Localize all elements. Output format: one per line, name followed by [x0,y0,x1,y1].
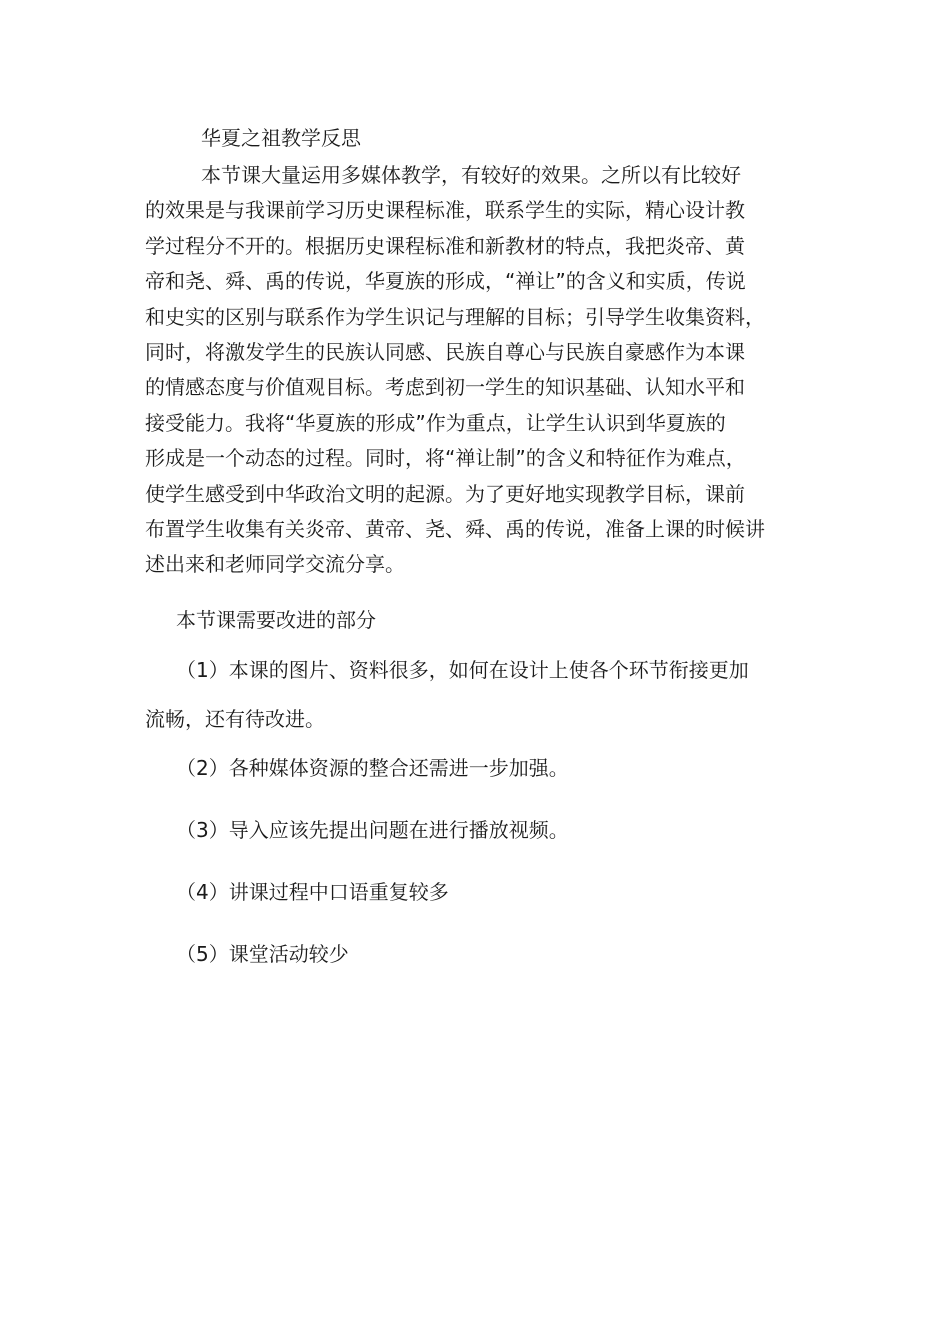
paragraph-line: 的效果是与我课前学习历史课程标准，联系学生的实际，精心设计教 [145,198,745,223]
improvement-item-1-continued: 流畅，还有待改进。 [145,707,325,731]
body-paragraph [145,158,813,583]
paragraph-line: 使学生感受到中华政治文明的起源。为了更好地实现教学目标，课前 [145,481,745,506]
paragraph-line: 帝和尧、舜、禹的传说，华夏族的形成，“禅让”的含义和实质，传说 [145,269,746,294]
paragraph-line: 的情感态度与价值观目标。考虑到初一学生的知识基础、认知水平和 [145,375,745,400]
paragraph-line: 同时，将激发学生的民族认同感、民族自尊心与民族自豪感作为本课 [145,340,745,365]
paragraph-line: 本节课大量运用多媒体教学，有较好的效果。之所以有比较好 [201,163,741,187]
improvement-item-3: （3）导入应该先提出问题在进行播放视频。 [176,818,569,842]
paragraph-line: 学过程分不开的。根据历史课程标准和新教材的特点，我把炎帝、黄 [145,233,745,258]
paragraph-line: 接受能力。我将“华夏族的形成”作为重点，让学生认识到华夏族的 [145,410,726,435]
improvement-item-1: （1）本课的图片、资料很多，如何在设计上使各个环节衔接更加 [176,658,749,682]
improvement-item-4: （4）讲课过程中口语重复较多 [176,880,449,904]
paragraph-line: 布置学生收集有关炎帝、黄帝、尧、舜、禹的传说，准备上课的时候讲 [145,517,765,542]
paragraph-line: 形成是一个动态的过程。同时，将“禅让制”的含义和特征作为难点， [145,446,746,471]
improvement-heading: 本节课需要改进的部分 [176,608,376,632]
paragraph-line: 和史实的区别与联系作为学生识记与理解的目标；引导学生收集资料， [145,304,765,329]
improvement-item-5: （5）课堂活动较少 [176,942,349,966]
paragraph-line: 述出来和老师同学交流分享。 [145,552,405,577]
document-title: 华夏之祖教学反思 [201,126,361,150]
improvement-item-2: （2）各种媒体资源的整合还需进一步加强。 [176,756,569,780]
